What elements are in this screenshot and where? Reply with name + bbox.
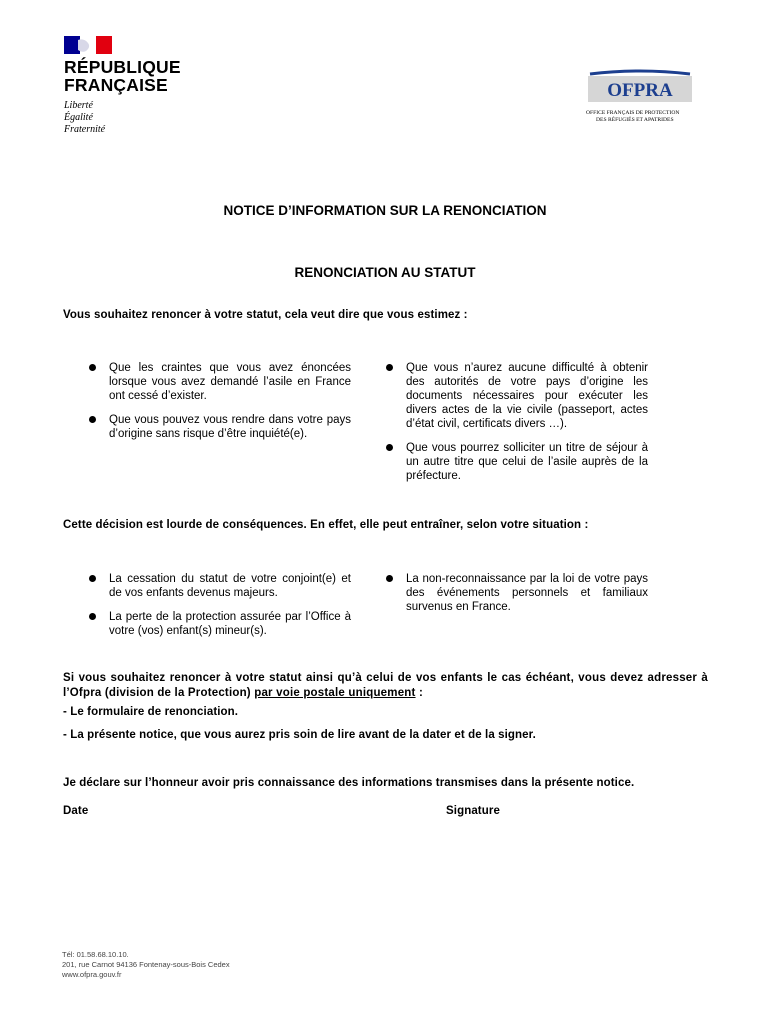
republic-motto: Liberté Égalité Fraternité — [64, 100, 106, 135]
list-item-notice: - La présente notice, que vous aurez pris soin de lire avant de la dater et de la signer. — [63, 729, 536, 741]
ofpra-subtitle: OFFICE FRANÇAIS DE PROTECTION DES RÉFUGIÉS ET APATRIDES — [586, 110, 680, 123]
footer-phone: Tél: 01.58.68.10.10. — [62, 950, 129, 959]
document-subtitle: RENONCIATION AU STATUT — [294, 265, 476, 280]
list-item: Que les craintes que vous avez énoncées lorsque vous avez demandé l’asile en France ont cessé d’exister. — [109, 361, 351, 403]
republique-francaise-logo: RÉPUBLIQUE FRANÇAISE — [64, 57, 181, 95]
reasons-right-column — [406, 361, 648, 493]
reasons-left-column — [109, 361, 351, 451]
footer-website: www.ofpra.gouv.fr — [62, 970, 122, 979]
footer-contact — [62, 950, 230, 980]
marianne-flag-icon — [64, 36, 112, 54]
document-title: NOTICE D’INFORMATION SUR LA RENONCIATION — [223, 203, 547, 218]
list-item-form: - Le formulaire de renonciation. — [63, 706, 239, 718]
list-item: La perte de la protection assurée par l’Office à votre (vos) enfant(s) mineur(s). — [109, 610, 351, 638]
bullet-icon — [89, 364, 96, 371]
ofpra-name: OFPRA — [607, 80, 673, 101]
signature-label: Signature — [446, 805, 500, 817]
consequences-left-column — [109, 572, 351, 648]
bullet-icon — [89, 575, 96, 582]
list-item: Que vous n’aurez aucune difficulté à obtenir des autorités de votre pays d’origine les documents nécessaires pour exécuter les divers actes de la vie civile (passeport, actes d’état civil, certificats divers …). — [406, 361, 648, 431]
bullet-icon — [386, 444, 393, 451]
consequences-right-column — [406, 572, 648, 624]
intro-text: Vous souhaitez renoncer à votre statut, cela veut dire que vous estimez : — [63, 309, 468, 321]
list-item: La cessation du statut de votre conjoint(e) et de vos enfants devenus majeurs. — [109, 572, 351, 600]
bullet-icon — [386, 575, 393, 582]
list-item: La non-reconnaissance par la loi de votre pays des événements personnels et familiaux survenus en France. — [406, 572, 648, 614]
bullet-icon — [89, 416, 96, 423]
bullet-icon — [89, 613, 96, 620]
consequences-intro: Cette décision est lourde de conséquences. En effet, elle peut entraîner, selon votre situation : — [63, 519, 589, 531]
declaration-text: Je déclare sur l’honneur avoir pris connaissance des informations transmises dans la présente notice. — [63, 777, 635, 789]
bullet-icon — [386, 364, 393, 371]
list-item: Que vous pourrez solliciter un titre de séjour à un autre titre que celui de l’asile auprès de la préfecture. — [406, 441, 648, 483]
list-item: Que vous pouvez vous rendre dans votre pays d’origine sans risque d’être inquiété(e). — [109, 413, 351, 441]
date-label: Date — [63, 805, 89, 817]
submission-instructions: Si vous souhaitez renoncer à votre statut ainsi qu’à celui de vos enfants le cas échéant, vous devez adresser à l’Ofpra (division de la Protection) par voie postale uniquement : — [63, 672, 708, 699]
footer-address: 201, rue Carnot 94136 Fontenay-sous-Bois Cedex — [62, 960, 230, 969]
